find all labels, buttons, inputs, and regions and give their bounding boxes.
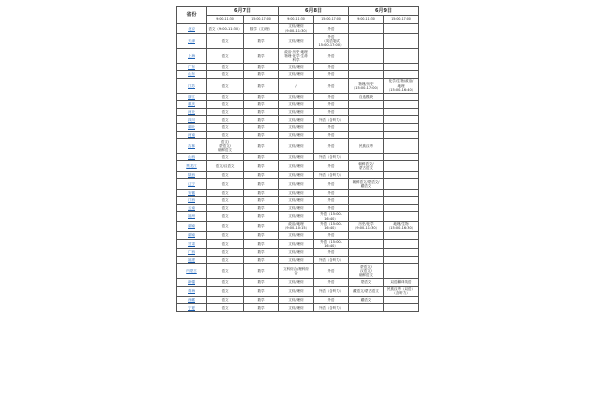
schedule-cell: 数学 [244,171,279,179]
schedule-cell: 文综/理综 [279,239,314,248]
schedule-cell: 数学 [244,179,279,189]
province-link[interactable]: 湖北 [188,125,195,130]
province-cell [177,296,207,304]
province-cell [177,34,207,49]
schedule-cell: 数学 [244,232,279,240]
schedule-cell [384,296,419,304]
province-link[interactable]: 辽宁 [188,181,195,186]
schedule-cell: 语文/ 蒙语文/ 朝鲜语文 [207,139,244,154]
schedule-cell [384,63,419,71]
province-link[interactable]: 福州 [188,214,195,219]
schedule-cell: 语文 [207,239,244,248]
schedule-cell: 外语（15:00-16:40） [314,239,349,248]
schedule-cell: 外语（含听力） [314,116,349,124]
schedule-cell: 语文 [207,131,244,139]
table-row [177,304,419,312]
time-header: 15:00-17:00 [384,16,419,24]
province-cell [177,161,207,171]
table-row [177,123,419,131]
province-cell [177,212,207,221]
table-row [177,93,419,101]
schedule-cell: 文综/理综 [279,232,314,240]
schedule-cell: 外语（含听力） [314,256,349,264]
schedule-cell: 语文 [207,93,244,101]
schedule-cell [349,34,384,49]
province-cell [177,116,207,124]
province-cell [177,24,207,34]
schedule-cell [349,108,384,116]
schedule-cell: 文综/理综 [279,93,314,101]
province-cell [177,48,207,63]
schedule-cell: 数学（文/理） [244,24,279,34]
table-row [177,34,419,49]
schedule-cell: 语文 [207,296,244,304]
table-row [177,239,419,248]
schedule-cell: 数学 [244,153,279,161]
schedule-cell: 外语（含听力） [314,171,349,179]
province-cell [177,171,207,179]
schedule-cell: 蒙语文/ 汉语文/ 朝鲜语文 [349,264,384,279]
schedule-cell [384,189,419,197]
table-row [177,256,419,264]
province-cell [177,153,207,161]
schedule-cell: 文综/理综 [279,139,314,154]
schedule-cell: 数学 [244,71,279,79]
schedule-cell [349,171,384,179]
schedule-cell: 外语（含听力） [314,286,349,296]
schedule-cell: 文综/理综 [279,71,314,79]
table-row [177,108,419,116]
schedule-cell: / [279,78,314,93]
time-header: 9:00-11:30 [349,16,384,24]
schedule-cell [384,264,419,279]
province-link[interactable]: 山西 [188,154,195,159]
schedule-cell: 历史/化学 （9:00-11:30） [349,221,384,231]
schedule-cell: 数学 [244,239,279,248]
schedule-cell [384,93,419,101]
schedule-cell [349,153,384,161]
schedule-cell: 数学 [244,139,279,154]
schedule-cell: 数学 [244,34,279,49]
schedule-cell: 文综/理综 [279,296,314,304]
province-cell [177,264,207,279]
table-row [177,71,419,79]
schedule-cell: 数学 [244,249,279,257]
schedule-cell [384,212,419,221]
schedule-cell: 语文 [207,34,244,49]
province-link[interactable]: 黑龙江 [186,163,197,168]
schedule-cell: 外语 [314,93,349,101]
schedule-cell: 语文 [207,256,244,264]
schedule-cell: 外语 [314,278,349,286]
schedule-cell: 文综/理综 [279,131,314,139]
schedule-cell: 朝鲜语文/ 蒙古语文 [349,161,384,171]
schedule-cell [384,232,419,240]
time-header: 9:00-11:30 [207,16,244,24]
schedule-cell [384,153,419,161]
schedule-cell: 外语 [314,189,349,197]
schedule-cell: 数学 [244,116,279,124]
table-row [177,171,419,179]
exam-schedule-sheet [176,6,418,312]
table-row [177,296,419,304]
schedule-cell [349,101,384,109]
schedule-cell: 文科综合/理科综 合 [279,264,314,279]
schedule-cell: 文综/理综 [279,171,314,179]
table-row [177,286,419,296]
schedule-cell [384,197,419,205]
schedule-cell: 文综/理综 [279,197,314,205]
schedule-cell [349,63,384,71]
province-cell [177,249,207,257]
table-row [177,153,419,161]
province-cell [177,197,207,205]
province-link[interactable]: 江西 [188,198,195,203]
schedule-cell: 语文 [207,108,244,116]
schedule-cell: 外语 [314,24,349,34]
province-link[interactable]: 内蒙古 [186,268,197,273]
schedule-cell [349,232,384,240]
table-row [177,221,419,231]
province-cell [177,101,207,109]
time-header: 9:00-11:30 [279,16,314,24]
schedule-cell: 语文 [207,116,244,124]
table-row [177,278,419,286]
schedule-cell [349,123,384,131]
schedule-cell: 文综/理综 [279,123,314,131]
schedule-cell [349,48,384,63]
schedule-cell: 数学 [244,63,279,71]
table-row [177,48,419,63]
exam-schedule-table [176,6,419,312]
schedule-cell: 语文 [207,71,244,79]
schedule-cell: 外语 [314,78,349,93]
schedule-cell: 民族汉考 [349,139,384,154]
province-cell [177,278,207,286]
schedule-cell: 语文 [207,48,244,63]
schedule-cell: 外语 [314,249,349,257]
schedule-cell [349,71,384,79]
province-link[interactable]: 山东 [188,72,195,77]
schedule-cell: 数学 [244,256,279,264]
schedule-cell [384,131,419,139]
schedule-cell: 语文 [207,101,244,109]
schedule-cell [384,48,419,63]
schedule-cell: 外语 [314,123,349,131]
province-cell [177,108,207,116]
schedule-cell: 文综/理综 [279,116,314,124]
schedule-cell: 外语 [314,101,349,109]
schedule-cell: 语文 [207,189,244,197]
schedule-cell: 语文 [207,171,244,179]
schedule-cell: 双语翻译英语 [384,278,419,286]
schedule-cell: 外语 [314,179,349,189]
schedule-cell: 数学 [244,212,279,221]
schedule-cell: 外语 [314,48,349,63]
province-link[interactable]: 新疆 [188,280,195,285]
schedule-cell [384,204,419,212]
table-row [177,78,419,93]
schedule-cell: 语文 [207,153,244,161]
table-row [177,131,419,139]
province-link[interactable]: 广西 [188,250,195,255]
schedule-cell: 语文 [207,278,244,286]
schedule-cell: 语文 [207,78,244,93]
header-day-row [177,7,419,16]
schedule-cell [349,197,384,205]
schedule-cell: 文综/理综 [279,278,314,286]
schedule-cell [384,34,419,49]
schedule-cell: 语文 [207,123,244,131]
province-cell [177,304,207,312]
schedule-cell: 政治·历史·地理 物理·化学·生命 科学 [279,48,314,63]
schedule-cell: 外语 [314,63,349,71]
schedule-cell [349,239,384,248]
schedule-cell: 文综/理综 [279,189,314,197]
schedule-cell: 语文 [207,179,244,189]
schedule-cell: 数学 [244,108,279,116]
schedule-cell: 语文 [207,212,244,221]
province-link[interactable]: 青海 [188,289,195,294]
schedule-cell [349,212,384,221]
day-header-2: 6月8日 [279,7,349,16]
schedule-cell [349,204,384,212]
province-cell [177,63,207,71]
schedule-cell: 外语 [314,204,349,212]
table-row [177,161,419,171]
province-link[interactable]: 浙江 [188,94,195,99]
schedule-cell: 语文/汉语文 [207,161,244,171]
province-cell [177,93,207,101]
schedule-cell: 语文 [207,197,244,205]
province-link[interactable]: 江苏 [188,83,195,88]
schedule-cell: 蒙语文 [349,278,384,286]
province-link[interactable]: 河北 [188,109,195,114]
province-cell [177,139,207,154]
schedule-cell: 数学 [244,221,279,231]
schedule-cell: 数学 [244,286,279,296]
province-cell [177,123,207,131]
schedule-cell: 民族汉考（双语） （含听力） [384,286,419,296]
province-link[interactable]: 吉林 [188,143,195,148]
table-row [177,63,419,71]
schedule-cell [384,161,419,171]
schedule-cell: 外语（含听力） [314,153,349,161]
province-cell [177,232,207,240]
schedule-cell [384,139,419,154]
table-row [177,197,419,205]
schedule-cell [349,189,384,197]
province-link[interactable]: 安徽 [188,190,195,195]
table-row [177,116,419,124]
schedule-cell: 语文 [207,286,244,296]
schedule-cell: 外语（15:00-16:40） [314,212,349,221]
schedule-cell: 文综/理综 [279,286,314,296]
schedule-cell: 数学 [244,78,279,93]
schedule-cell: 文综/理综 [279,304,314,312]
schedule-cell: 外语 [314,197,349,205]
schedule-cell [384,116,419,124]
province-cell [177,204,207,212]
province-cell [177,131,207,139]
schedule-cell: 外语 [314,232,349,240]
schedule-cell: 语文（9:00-11:30） [207,24,244,34]
schedule-cell: 物理/历史 （15:00-17:00） [349,78,384,93]
province-link[interactable]: 湖南 [188,224,195,229]
time-header: 15:00-17:00 [244,16,279,24]
schedule-cell [384,304,419,312]
schedule-cell [384,71,419,79]
schedule-cell: 朝鲜语文/蒙语文/ 藏语文 [349,179,384,189]
table-row [177,212,419,221]
schedule-cell [349,256,384,264]
schedule-cell [384,123,419,131]
province-link[interactable]: 上海 [188,53,195,58]
schedule-cell: 文综/理综 [279,63,314,71]
schedule-cell: 数学 [244,264,279,279]
table-row [177,204,419,212]
schedule-cell: 文综/理综 [279,204,314,212]
schedule-cell: 数学 [244,204,279,212]
province-link[interactable]: 天津 [188,39,195,44]
table-row [177,264,419,279]
schedule-cell: 文综/理综 [279,34,314,49]
schedule-cell: 外语 [314,131,349,139]
province-cell [177,256,207,264]
schedule-cell [349,116,384,124]
schedule-cell: 政治/地理 （9:00-10:15） [279,221,314,231]
province-link[interactable]: 云南 [188,205,195,210]
schedule-cell: 自选模块 [349,93,384,101]
schedule-cell [349,24,384,34]
schedule-cell: 数学 [244,296,279,304]
schedule-cell: 外语 [314,264,349,279]
schedule-cell: 文综/理综 [279,153,314,161]
schedule-cell [384,239,419,248]
schedule-cell [384,249,419,257]
schedule-cell: 数学 [244,131,279,139]
table-row [177,101,419,109]
schedule-cell: 藏语文/蒙古语文 [349,286,384,296]
schedule-cell: 数学 [244,93,279,101]
schedule-cell: 语文 [207,221,244,231]
schedule-cell [349,304,384,312]
schedule-cell [384,108,419,116]
schedule-cell: 外语 [314,161,349,171]
table-row [177,139,419,154]
province-link[interactable]: 重庆 [188,102,195,107]
schedule-cell: 外语 [314,139,349,154]
schedule-cell: 语文 [207,204,244,212]
schedule-cell: 外语 [314,71,349,79]
schedule-cell: 文综/理综 [279,108,314,116]
schedule-cell: 文综/理综 [279,249,314,257]
schedule-cell [384,256,419,264]
schedule-cell: 数学 [244,48,279,63]
schedule-cell: 文综/理综 [279,179,314,189]
schedule-cell: 文综/理综 （9:00-11:30） [279,24,314,34]
province-link[interactable]: 西藏 [188,298,195,303]
schedule-cell [349,131,384,139]
province-cell [177,179,207,189]
schedule-cell: 外语 （英语笔试 15:00-17:00） [314,34,349,49]
schedule-cell: 语文 [207,264,244,279]
table-row [177,249,419,257]
table-row [177,232,419,240]
province-link[interactable]: 湖南 [188,233,195,238]
schedule-cell: 数学 [244,189,279,197]
schedule-cell: 语文 [207,232,244,240]
province-link[interactable]: 广东 [188,64,195,69]
schedule-cell: 语文 [207,249,244,257]
schedule-cell [384,179,419,189]
province-cell [177,221,207,231]
schedule-cell [349,249,384,257]
schedule-cell: 外语 [314,108,349,116]
schedule-cell: 数学 [244,101,279,109]
schedule-cell [384,101,419,109]
province-cell [177,78,207,93]
schedule-cell: 数学 [244,304,279,312]
province-link[interactable]: 陕西 [188,172,195,177]
schedule-cell: 文综/理综 [279,161,314,171]
province-link[interactable]: 甘肃 [188,241,195,246]
table-body [177,7,419,312]
province-cell [177,71,207,79]
schedule-cell: 文综/理综 [279,256,314,264]
schedule-cell: 数学 [244,123,279,131]
schedule-cell: 外语（15:00-16:40） [314,221,349,231]
schedule-cell [384,171,419,179]
table-row [177,189,419,197]
time-header: 15:00-17:00 [314,16,349,24]
schedule-cell: 外语 [314,296,349,304]
schedule-cell: 化学/生物/政治/ 地理 （15:00-16:40） [384,78,419,93]
schedule-cell: 语文 [207,304,244,312]
schedule-cell: 数学 [244,278,279,286]
schedule-cell: 藏语文 [349,296,384,304]
province-cell [177,189,207,197]
day-header-1: 6月7日 [207,7,279,16]
table-row [177,24,419,34]
province-link[interactable]: 四川 [188,117,195,122]
province-link[interactable]: 福建 [188,257,195,262]
province-cell [177,239,207,248]
schedule-cell: 数学 [244,197,279,205]
province-header: 省份 [177,7,207,24]
schedule-cell: 文综/理综 [279,212,314,221]
schedule-cell: 语文 [207,63,244,71]
day-header-3: 6月9日 [349,7,419,16]
schedule-cell: 文综/理综 [279,101,314,109]
province-link[interactable]: 河南 [188,132,195,137]
schedule-cell: 外语（含听力） [314,304,349,312]
province-link[interactable]: 北京 [188,26,195,31]
schedule-cell [384,24,419,34]
table-row [177,179,419,189]
schedule-cell: 地理/生物 （15:00-16:30） [384,221,419,231]
header-time-row [177,16,419,24]
province-link[interactable]: 宁夏 [188,305,195,310]
province-cell [177,286,207,296]
schedule-cell: 数学 [244,161,279,171]
